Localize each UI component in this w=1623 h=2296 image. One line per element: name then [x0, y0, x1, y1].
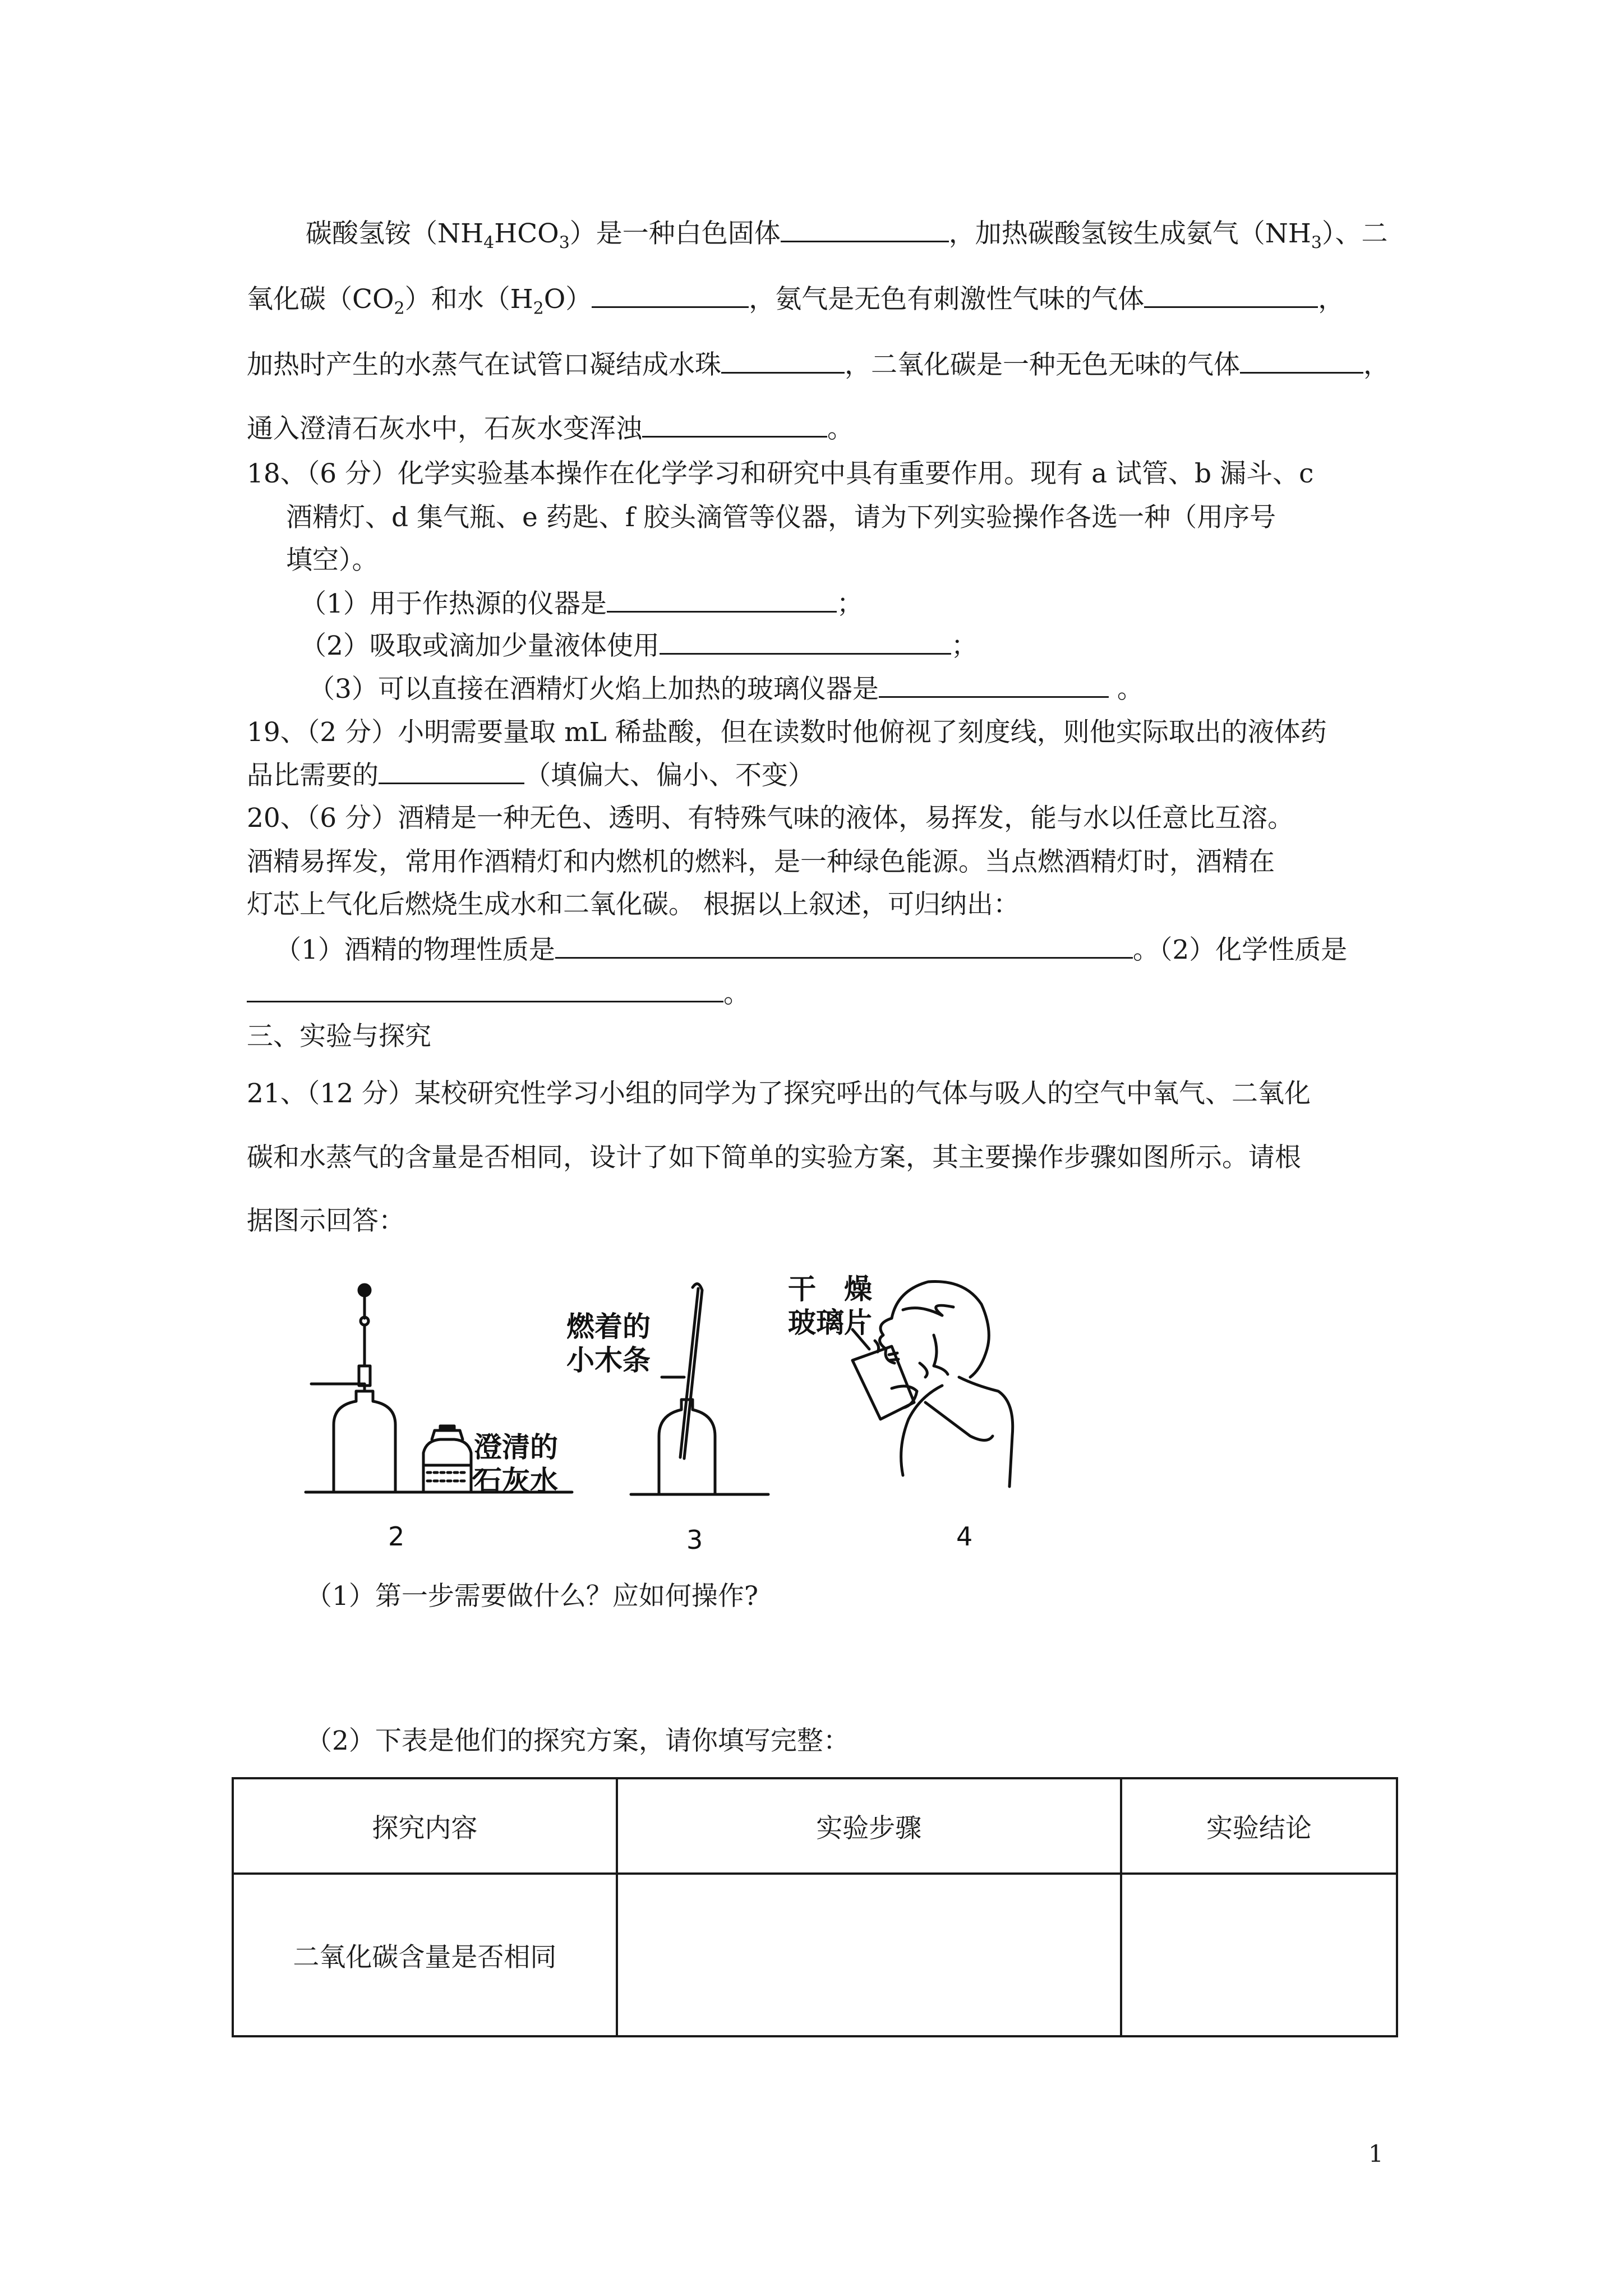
q21-sub-2: （2）下表是他们的探究方案，请你填写完整：	[306, 1726, 850, 1756]
q20-line-5: 。	[247, 976, 750, 1011]
q21-line-3: 据图示回答：	[247, 1205, 405, 1236]
q21-sub-1: （1）第一步需要做什么？应如何操作?	[306, 1581, 759, 1612]
nh4hco3-line-4: 通入澄清石灰水中，石灰水变浑浊 。	[247, 411, 854, 446]
nh4hco3-line-1: 碳酸氢铵$(NH_4HCO_3)$是一种白色固体 ，加热碳酸氢铵生成氨气$(NH_3)$、二	[306, 216, 1388, 260]
q20-line-4: （1）酒精的物理性质是 。（2）化学性质是	[275, 932, 1347, 967]
q19-line-2: 品比需要的 （填偏大、偏小、不变）	[247, 758, 814, 793]
blank-water-vapor[interactable]	[721, 347, 845, 374]
blank-dropper[interactable]	[660, 628, 951, 655]
blank-physical-property[interactable]	[555, 932, 1133, 959]
table-header-cell: 实验结论	[1121, 1778, 1397, 1874]
experiment-figure	[280, 1251, 1066, 1565]
figure-4-person	[852, 1282, 1013, 1487]
label-dry-glass-2: 玻璃片	[788, 1306, 872, 1339]
figure-number-4: 4	[956, 1521, 973, 1552]
q21-line-1: 21、（12 分）某校研究性学习小组的同学为了探究呼出的气体与吸人的空气中氧气、二氧化	[247, 1078, 1311, 1109]
q20-line-1: 20、（6 分）酒精是一种无色、透明、有特殊气味的液体，易挥发，能与水以任意比互溶。	[247, 803, 1294, 834]
blank-co2-property[interactable]	[1240, 347, 1363, 374]
q18-sub-1: （1）用于作热源的仪器是 ；	[300, 586, 863, 621]
table-row	[233, 1874, 1397, 2036]
q18-sub-3: （3）可以直接在酒精灯火焰上加热的玻璃仪器是 。	[308, 671, 1144, 706]
nh4hco3-line-3: 加热时产生的水蒸气在试管口凝结成水珠 ，二氧化碳是一种无色无味的气体 ，	[247, 347, 1390, 382]
section-3-title: 三、实验与探究	[247, 1021, 431, 1052]
blank-products[interactable]	[592, 282, 749, 308]
blank-heat-source[interactable]	[607, 586, 837, 613]
table-header-row	[233, 1778, 1397, 1874]
label-dry-glass-1: 干 燥	[788, 1273, 872, 1305]
figure-number-2: 2	[388, 1521, 405, 1552]
blank-white-solid[interactable]	[781, 216, 949, 242]
blank-ammonia-property[interactable]	[1144, 282, 1318, 308]
q18-line-2: 酒精灯、d 集气瓶、e 药匙、f 胶头滴管等仪器，请为下列实验操作各选一种（用序号	[286, 502, 1276, 533]
blank-chemical-property[interactable]	[247, 976, 723, 1002]
table-cell-conclusion[interactable]	[1121, 1874, 1397, 2036]
q18-sub-2: （2）吸取或滴加少量液体使用 ；	[300, 628, 978, 663]
figure-3-apparatus	[631, 1284, 768, 1494]
figure-number-3: 3	[686, 1525, 703, 1555]
blank-limewater[interactable]	[642, 411, 827, 438]
label-limewater-2: 石灰水	[474, 1465, 558, 1497]
table-cell-steps[interactable]	[617, 1874, 1121, 2036]
table-cell-content: 二氧化碳含量是否相同	[233, 1874, 617, 2036]
label-burning-stick-2: 小木条	[566, 1344, 651, 1377]
q20-line-3: 灯芯上气化后燃烧生成水和二氧化碳。 根据以上叙述，可归纳出：	[247, 889, 1020, 920]
blank-volume-effect[interactable]	[379, 758, 524, 784]
blank-glass-heating[interactable]	[879, 671, 1109, 698]
label-limewater-1: 澄清的	[474, 1431, 558, 1464]
table-header-cell: 探究内容	[233, 1778, 617, 1874]
q20-line-2: 酒精易挥发，常用作酒精灯和内燃机的燃料，是一种绿色能源。当点燃酒精灯时，酒精在	[247, 846, 1275, 877]
label-burning-stick-1: 燃着的	[566, 1310, 651, 1343]
nh4hco3-line-2: 氧化碳$(CO_2)$和水$(H_2O)$ ，氨气是无色有刺激性气味的气体 ，	[247, 282, 1344, 325]
page-number: 1	[1368, 2140, 1384, 2168]
q19-line-1: 19、（2 分）小明需要量取 mL 稀盐酸，但在读数时他俯视了刻度线，则他实际取出的液体药	[247, 717, 1327, 748]
table-header-cell: 实验步骤	[617, 1778, 1121, 1874]
exploration-plan-table	[232, 1777, 1398, 2037]
q21-line-2: 碳和水蒸气的含量是否相同，设计了如下简单的实验方案，其主要操作步骤如图所示。请根	[247, 1142, 1301, 1173]
q18-line-3: 填空）。	[286, 545, 379, 576]
q18-line-1: 18、（6 分）化学实验基本操作在化学学习和研究中具有重要作用。现有 a 试管、b 漏斗、c	[247, 458, 1314, 489]
